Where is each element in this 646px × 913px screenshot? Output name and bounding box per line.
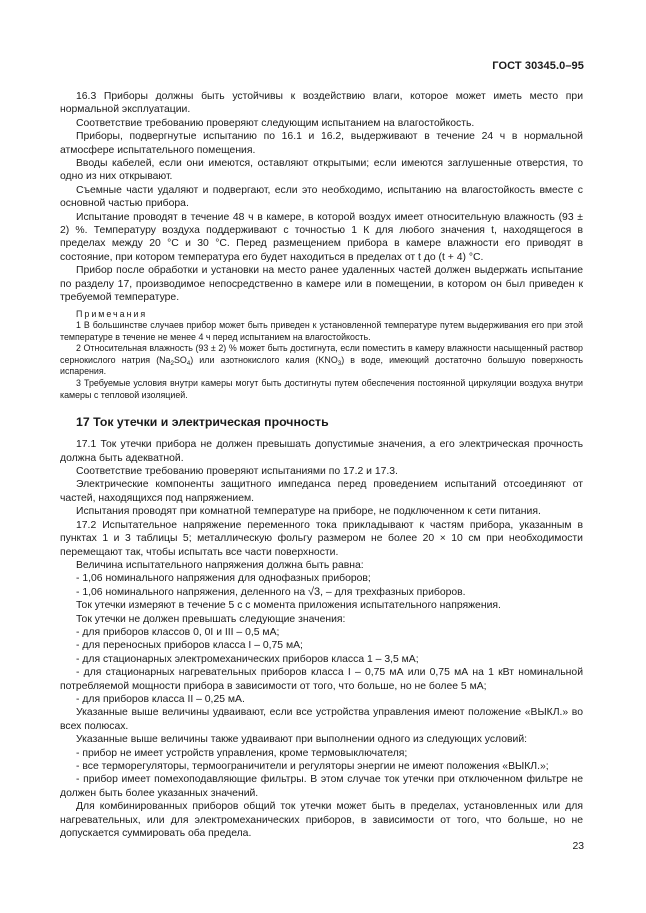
paragraph: Прибор после обработки и установки на место ранее удаленных частей должен выдержать испытание по разделу 17, производимое непосредственно в камере или в помещении, в котором он был приведен к требуемой температуре.	[60, 265, 583, 304]
paragraph: Соответствие требованию проверяют испытаниями по 17.2 и 17.3.	[76, 466, 398, 478]
note-2-text: SO	[173, 354, 187, 365]
list-item-text: , – для трехфазных приборов.	[320, 586, 466, 598]
paragraph: Испытания проводят при комнатной температуре на приборе, не подключенном к сети питания.	[76, 506, 541, 518]
page-number: 23	[572, 841, 584, 852]
paragraph: Для комбинированных приборов общий ток утечки может быть в пределах, установленных или для нагревательных, или для электромеханических приборов, в зависимости от того, что больше, но не допускается суммировать оба предела.	[60, 801, 583, 840]
subscript: 4	[186, 359, 191, 367]
sqrt-three: √3	[308, 585, 321, 598]
list-item-text: - 1,06 номинального напряжения, деленного на	[76, 586, 308, 598]
subscript: 2	[170, 359, 174, 367]
paragraph: Ток утечки измеряют в течение 5 с с момента приложения испытательного напряжения.	[76, 600, 501, 612]
note-2-text: 2 Относительная влажность (93 ± 2) % может быть достигнута, если поместить в камеру влажности насыщенный раствор сернокислого натрия (Na	[60, 343, 583, 365]
paragraph: Съемные части удаляют и подвергают, если это необходимо, испытанию на влагостойкость вместе с основной частью прибора.	[60, 184, 583, 210]
standard-code-header: ГОСТ 30345.0–95	[492, 60, 584, 72]
list-item: - прибор не имеет устройств управления, кроме термовыключателя;	[76, 747, 408, 759]
paragraph: Электрические компоненты защитного импеданса перед проведением испытаний отсоединяют от частей, находящихся под напряжением.	[60, 479, 583, 504]
paragraph: Приборы, подвергнутые испытанию по 16.1 и 16.2, выдерживают в течение 24 ч в нормальной атмосфере испытательного помещения.	[60, 131, 583, 156]
paragraph: Соответствие требованию проверяют следующим испытанием на влагостойкость.	[76, 117, 475, 129]
paragraph: Указанные выше величины также удваивают при выполнении одного из следующих условий:	[76, 734, 528, 746]
notes-block	[60, 309, 583, 402]
list-item: - 1,06 номинального напряжения для однофазных приборов;	[76, 573, 371, 585]
note-2-text: ) или азотнокислого калия (KNO	[190, 354, 338, 365]
page-content	[60, 90, 583, 840]
list-item	[60, 586, 583, 599]
list-item: - для переносных приборов класса I – 0,75 мА;	[76, 640, 303, 652]
list-item: - прибор имеет помехоподавляющие фильтры. В этом случае ток утечки при отключенном фильтре не должен быть более указанных значений.	[60, 774, 583, 799]
paragraph-17-2: 17.2 Испытательное напряжение переменного тока прикладывают к частям прибора, указанным в пунктах 1 и 3 таблицы 5; металлическую фольгу размером не более 20 × 10 см при необходимости перемещают так, чтобы испытать все части поверхности.	[60, 519, 583, 558]
paragraph: Вводы кабелей, если они имеются, оставляют открытыми; если имеются заглушенные отверстия, то одно из них открывают.	[60, 158, 583, 183]
note-2	[60, 343, 583, 378]
note-2-text: ) в воде, имеющий достаточно большую поверхность испарения.	[60, 354, 583, 377]
paragraph-17-1: 17.1 Ток утечки прибора не должен превышать допустимые значения, а его электрическая прочность должна быть адекватной.	[60, 439, 583, 464]
paragraph: Ток утечки не должен превышать следующие значения:	[76, 613, 346, 625]
paragraph-16-3: 16.3 Приборы должны быть устойчивы к воздействию влаги, которое может иметь место при нормальной эксплуатации.	[60, 91, 583, 116]
note-1: 1 В большинстве случаев прибор может быть приведен к установленной температуре путем выдерживания его при этой температуре в течение не менее 4 ч перед испытанием на влагостойкость.	[60, 320, 583, 342]
paragraph: Испытание проводят в течение 48 ч в камере, в которой воздух имеет относительную влажность (93 ± 2) %. Температуру воздуха поддерживают с точностью 1 К для любого значения t, находящегося в пределах между 20 °С и 30 °С. Перед размещением прибора в камере влажности его приводят в состояние, при котором температура его будет находиться в пределах от t до (t + 4) °С.	[60, 211, 583, 263]
note-3: 3 Требуемые условия внутри камеры могут быть достигнуты путем обеспечения постоянной циркуляции воздуха внутри камеры с тепловой изоляцией.	[60, 378, 583, 400]
paragraph: Величина испытательного напряжения должна быть равна:	[76, 559, 364, 571]
paragraph: Указанные выше величины удваивают, если все устройства управления имеют положение «ВЫКЛ.» во всех полюсах.	[60, 707, 583, 732]
list-item: - для приборов класса II – 0,25 мА.	[76, 693, 245, 705]
subscript: 3	[337, 359, 342, 367]
notes-title: Примечания	[76, 308, 148, 319]
list-item: - для стационарных электромеханических приборов класса 1 – 3,5 мА;	[76, 653, 419, 665]
section-17-title: 17 Ток утечки и электрическая прочность	[76, 415, 329, 430]
list-item: - для приборов классов 0, 0I и III – 0,5 мА;	[76, 626, 280, 638]
list-item: - все терморегуляторы, термоограничители и регуляторы энергии не имеют положения «ВЫКЛ.»;	[76, 761, 549, 772]
list-item: - для стационарных нагревательных приборов класса I – 0,75 мА или 0,75 мА на 1 кВт номинальной потребляемой мощности прибора в зависимости от того, что больше, но не более 5 мА;	[60, 667, 583, 692]
